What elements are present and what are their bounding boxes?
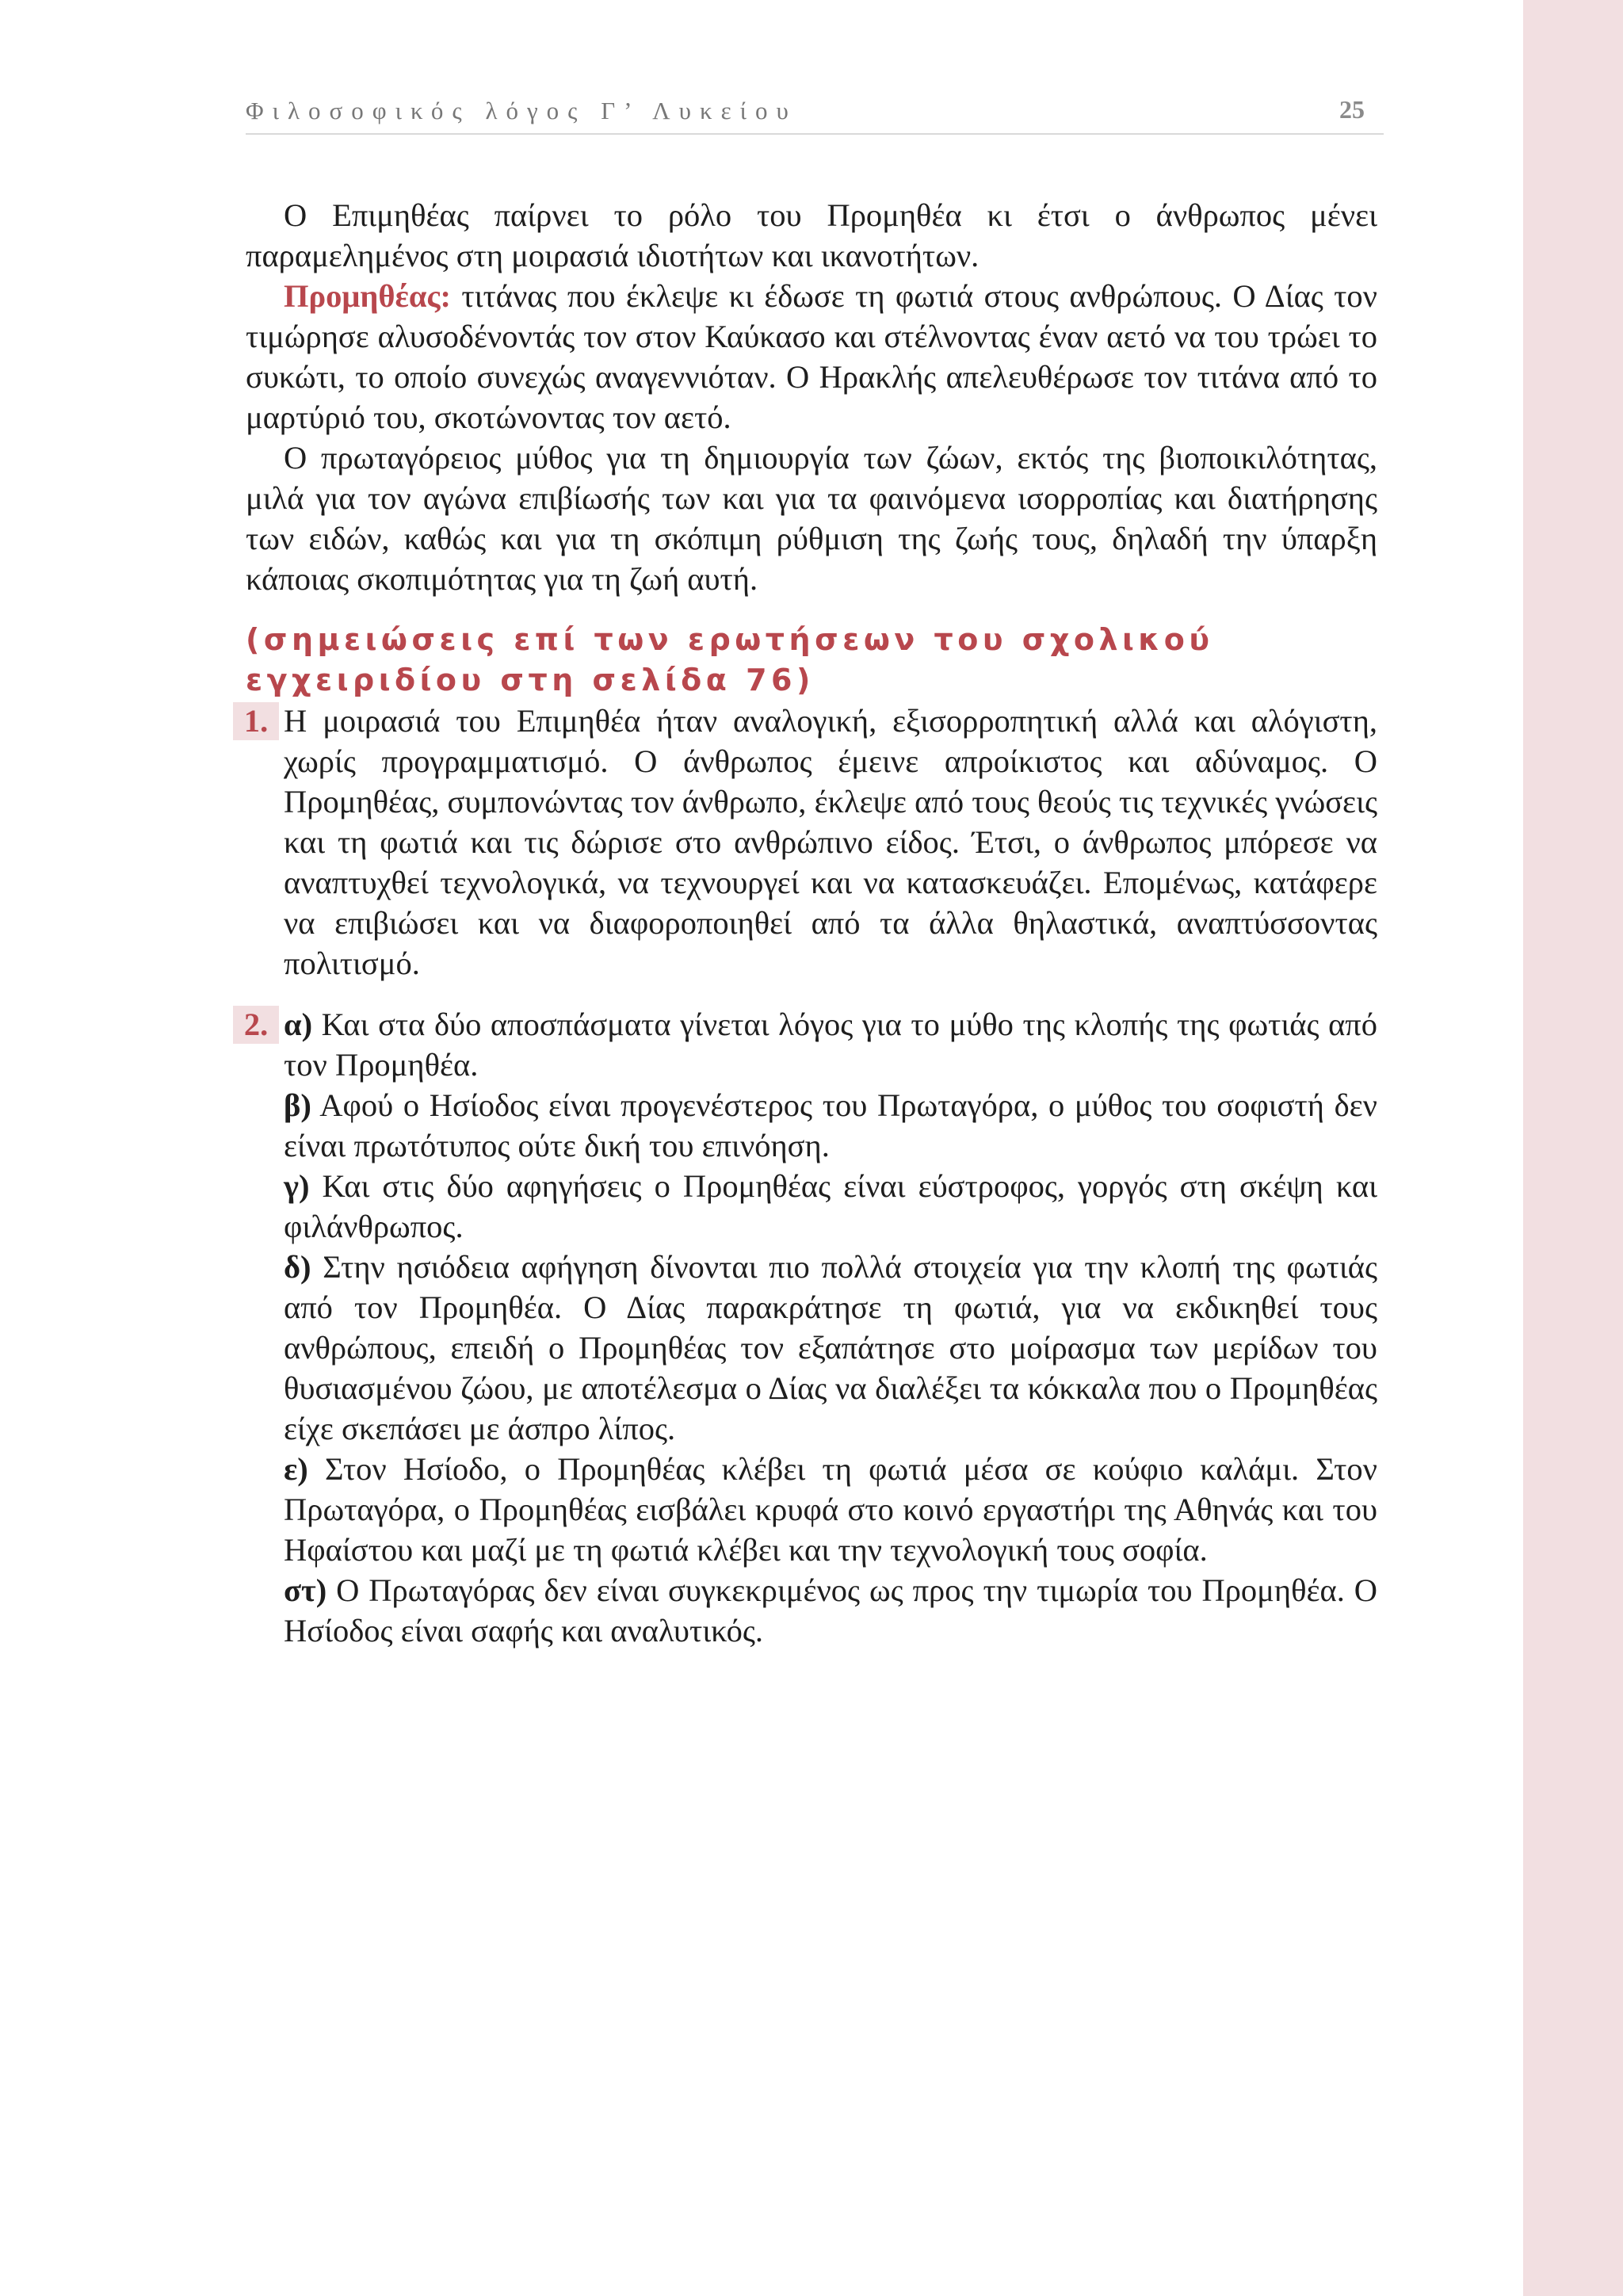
myth-paragraph: Ο πρωταγόρειος μύθος για τη δημιουργία των ζώων, εκτός της βιοποικιλότητας, μιλά για τον αγώνα επιβίωσής των και για τα φαινόμενα ισορροπίας και διατήρησης των ειδών, καθώς και για τη σκόπιμη ρύθμιση της ζωής τους, δηλαδή την ύπαρξη κάποιας σκοπιμότητας για τη ζωή αυτή. [246, 440, 1377, 597]
answer-part-a [284, 1004, 1377, 1085]
answer-part-e [284, 1449, 1377, 1570]
page-header [246, 94, 1384, 135]
prometheus-note [246, 276, 1377, 437]
page-number: 25 [1339, 95, 1365, 124]
intro-paragraph: Ο Επιμηθέας παίρνει το ρόλο του Προμηθέα κι έτσι ο άνθρωπος μένει παραμελημένος στη μοιρασιά ιδιοτήτων και ικανοτήτων. [246, 197, 1377, 273]
answer-item-2 [243, 1004, 1377, 1651]
section-heading: (σημειώσεις επί των ερωτήσεων του σχολικού εγχειριδίου στη σελίδα 76) [246, 622, 1214, 697]
part-text: Και στα δύο αποσπάσματα γίνεται λόγος για το μύθο της κλοπής της φωτιάς από τον Προμηθέα. [284, 1007, 1377, 1083]
part-label: στ) [284, 1572, 327, 1608]
page-body [243, 195, 1377, 1651]
part-text: Ο Πρωταγόρας δεν είναι συγκεκριμένος ως προς την τιμωρία του Προμηθέα. Ο Ησίοδος είναι σαφής και αναλυτικός. [284, 1572, 1377, 1648]
prometheus-term: Προμηθέας: [284, 278, 452, 314]
answer-part-b [284, 1085, 1377, 1166]
answer-number-badge: 2. [233, 1006, 279, 1044]
part-label: α) [284, 1007, 313, 1042]
decorative-side-band [1523, 0, 1623, 2296]
answer-item-1 [243, 701, 1377, 984]
part-label: β) [284, 1087, 311, 1123]
prometheus-note-text: τιτάνας που έκλεψε κι έδωσε τη φωτιά στους ανθρώπους. Ο Δίας τον τιμώρησε αλυσοδένοντάς τον στον Καύκασο και στέλνοντας έναν αετό να του τρώει το συκώτι, το οποίο συνεχώς αναγεννιόταν. Ο Ηρακλής απελευθέρωσε τον τιτάνα από το μαρτύριό του, σκοτώνοντας τον αετό. [246, 278, 1377, 435]
answer-part-d [284, 1247, 1377, 1449]
part-label: γ) [284, 1168, 310, 1204]
part-label: δ) [284, 1249, 311, 1285]
part-text: Στον Ησίοδο, ο Προμηθέας κλέβει τη φωτιά μέσα σε κούφιο καλάμι. Στον Πρωταγόρα, ο Προμηθέας εισβάλει κρυφά στο κοινό εργαστήρι της Αθηνάς και του Ηφαίστου και μαζί με τη φωτιά κλέβει και την τεχνολογική τους σοφία. [284, 1451, 1377, 1568]
answer-number-badge: 1. [233, 702, 279, 740]
part-text: Και στις δύο αφηγήσεις ο Προμηθέας είναι εύστροφος, γοργός στη σκέψη και φιλάνθρωπος. [284, 1168, 1377, 1244]
part-text: Στην ησιόδεια αφήγηση δίνονται πιο πολλά στοιχεία για την κλοπή της φωτιάς από τον Προμηθέα. Ο Δίας παρακράτησε τη φωτιά, για να εκδικηθεί τους ανθρώπους, επειδή ο Προμηθέας τον εξαπάτησε στο μοίρασμα των μερίδων του θυσιασμένου ζώου, με αποτέλεσμα ο Δίας να διαλέξει τα κόκκαλα που ο Προμηθέας είχε σκεπάσει με άσπρο λίπος. [284, 1249, 1377, 1446]
answer-part-c [284, 1166, 1377, 1247]
answer-list [243, 701, 1377, 1651]
answer-text: Η μοιρασιά του Επιμηθέα ήταν αναλογική, εξισορροπητική αλλά και αλόγιστη, χωρίς προγραμματισμό. Ο άνθρωπος έμεινε απροίκιστος και αδύναμος. Ο Προμηθέας, συμπονώντας τον άνθρωπο, έκλεψε από τους θεούς τις τεχνικές γνώσεις και τη φωτιά και τις δώρισε στο ανθρώπινο είδος. Έτσι, ο άνθρωπος μπόρεσε να αναπτυχθεί τεχνολογικά, να τεχνουργεί και να κατασκευάζει. Επομένως, κατάφερε να επιβιώσει και να διαφοροποιηθεί από τα άλλα θηλαστικά, αναπτύσσοντας πολιτισμό. [284, 703, 1377, 981]
part-text: Αφού ο Ησίοδος είναι προγενέστερος του Πρωταγόρα, ο μύθος του σοφιστή δεν είναι πρωτότυπος ούτε δική του επινόηση. [284, 1087, 1377, 1163]
running-title: Φιλοσοφικός λόγος Γ’ Λυκείου [246, 97, 797, 124]
part-label: ε) [284, 1451, 308, 1487]
answer-part-st [284, 1570, 1377, 1651]
